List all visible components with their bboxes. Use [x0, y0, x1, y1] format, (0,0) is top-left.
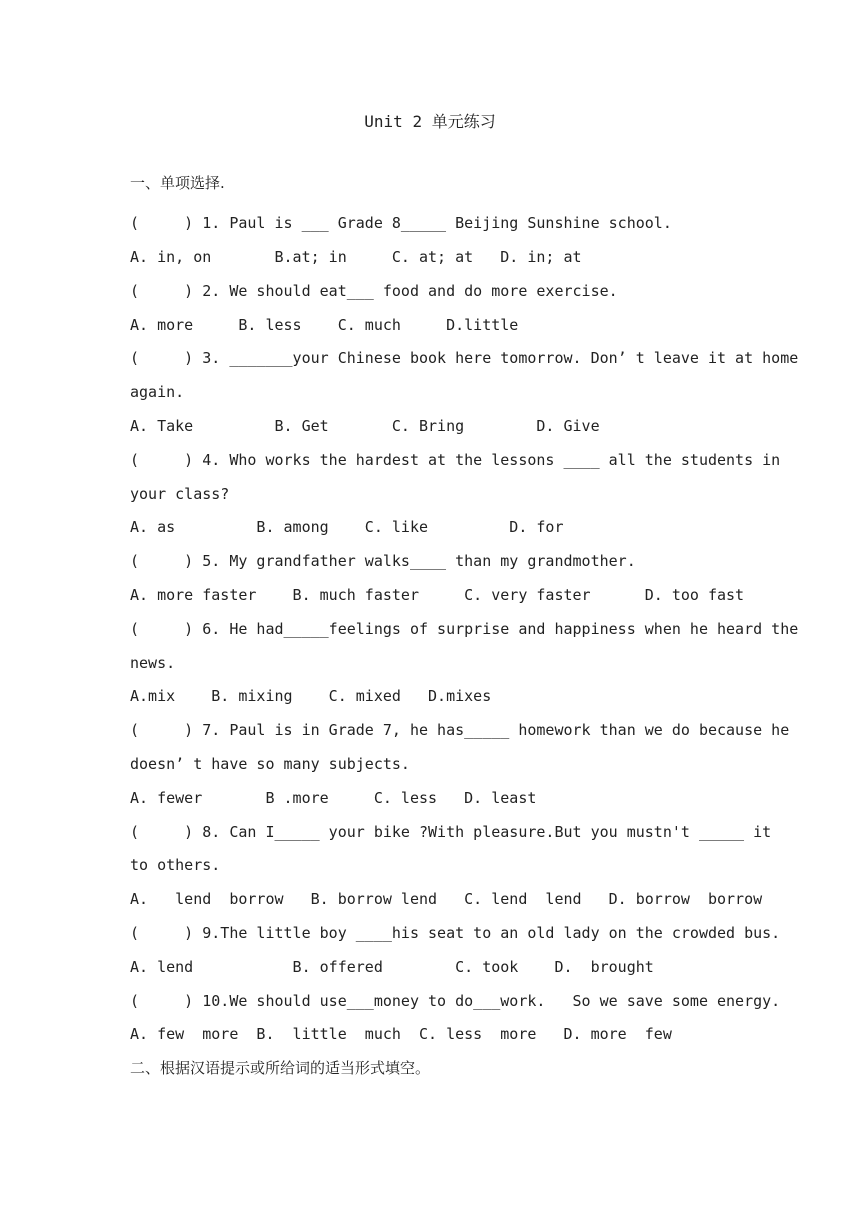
question-line: ( ) 10.We should use___money to do___work. So we save some energy. [130, 992, 781, 1010]
question-continuation: doesn’ t have so many subjects. [130, 755, 410, 773]
options-line: A. in, on B.at; in C. at; at D. in; at [130, 248, 582, 266]
question-line: ( ) 2. We should eat___ food and do more exercise. [130, 282, 618, 300]
question-continuation: news. [130, 654, 176, 672]
question-line: ( ) 8. Can I_____ your bike ?With pleasure.But you mustn't _____ it [130, 823, 772, 841]
question-line: ( ) 1. Paul is ___ Grade 8_____ Beijing Sunshine school. [130, 214, 672, 232]
options-line: A. more faster B. much faster C. very faster D. too fast [130, 586, 745, 604]
question-line: ( ) 5. My grandfather walks____ than my grandmother. [130, 552, 636, 570]
options-line: A. fewer B .more C. less D. least [130, 789, 537, 807]
options-line: A. more B. less C. much D.little [130, 316, 519, 334]
options-line: A. Take B. Get C. Bring D. Give [130, 417, 600, 435]
options-line: A. lend B. offered C. took D. brought [130, 958, 654, 976]
question-continuation: your class? [130, 485, 230, 503]
question-line: ( ) 7. Paul is in Grade 7, he has_____ homework than we do because he [130, 721, 790, 739]
question-line: ( ) 3. _______your Chinese book here tomorrow. Don’ t leave it at home [130, 349, 799, 367]
options-line: A. lend borrow B. borrow lend C. lend lend D. borrow borrow [130, 890, 763, 908]
page-title: Unit 2 单元练习 [364, 112, 496, 131]
question-continuation: to others. [130, 856, 221, 874]
section-heading-fill-in: 二、根据汉语提示或所给词的适当形式填空。 [130, 1059, 431, 1077]
options-line: A. as B. among C. like D. for [130, 518, 564, 536]
section-heading-multiple-choice: 一、单项选择. [130, 174, 225, 192]
question-line: ( ) 9.The little boy ____his seat to an old lady on the crowded bus. [130, 924, 781, 942]
question-line: ( ) 6. He had_____feelings of surprise and happiness when he heard the [130, 620, 799, 638]
options-line: A.mix B. mixing C. mixed D.mixes [130, 687, 492, 705]
question-continuation: again. [130, 383, 185, 401]
question-line: ( ) 4. Who works the hardest at the lessons ____ all the students in [130, 451, 781, 469]
options-line: A. few more B. little much C. less more D. more few [130, 1025, 672, 1043]
